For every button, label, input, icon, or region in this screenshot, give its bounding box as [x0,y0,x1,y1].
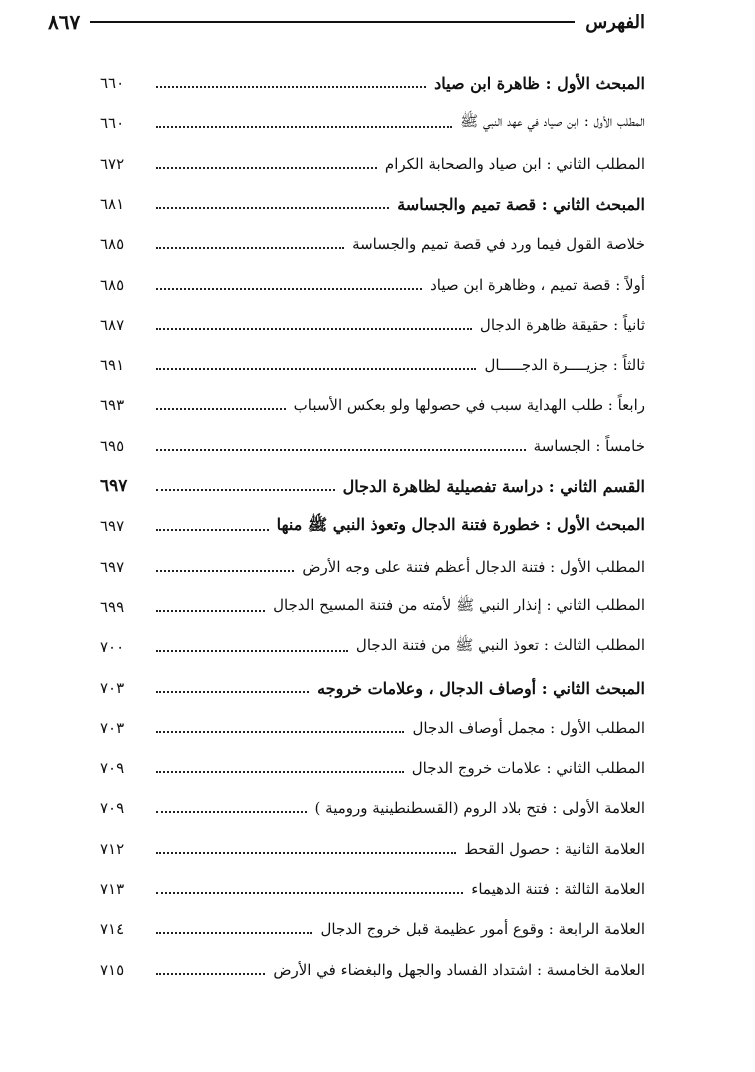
toc-entry [100,189,645,219]
toc-leader-dots [156,973,265,975]
header-page-number: ٨٦٧ [48,10,81,34]
toc-entry-page: ٦٦٠ [100,114,125,132]
toc-entry-page: ٦٩٧ [100,517,125,535]
toc-entry [100,310,645,340]
toc-entry-page: ٦٩٣ [100,396,125,414]
toc-entry-page: ٧١٤ [100,920,125,938]
toc-leader-dots [156,167,377,169]
toc-entry-title: المطلب الأول : مجمل أوصاف الدجال [412,719,645,737]
toc-entry-page: ٧٠٣ [100,679,125,697]
toc-entry-page: ٧٠٣ [100,719,125,737]
toc-leader-dots [156,86,426,88]
toc-entry [100,914,645,944]
toc-entry-title: المطلب الثاني : إنذار النبي ﷺ لأمته من فتنة المسيح الدجال [273,596,645,614]
toc-leader-dots [156,408,286,410]
toc-entry-title: ثانياً : حقيقة ظاهرة الدجال [479,316,645,334]
toc-leader-dots [156,126,452,128]
header-title: الفهرس [585,11,645,33]
toc-entry-title: المطلب الثالث : تعوذ النبي ﷺ من فتنة الدجال [355,636,645,654]
toc-entry [100,270,645,300]
toc-entry [100,552,645,582]
toc-entry-title: خامساً : الجساسة [533,437,645,455]
toc-entry [100,149,645,179]
toc-entry [100,511,645,541]
toc-entry-title: المطلب الثاني : ابن صياد والصحابة الكرام [384,155,645,173]
toc-entry-page: ٦٨١ [100,195,125,213]
toc-entry-title: المطلب الأول : فتنة الدجال أعظم فتنة على وجه الأرض [302,558,645,576]
toc-entry-title: رابعاً : طلب الهداية سبب في حصولها ولو بعكس الأسباب [293,396,645,414]
toc-entry-page: ٦٧٢ [100,155,125,173]
toc-entry-page: ٧١٢ [100,840,125,858]
toc-entry-page: ٦٨٥ [100,235,125,253]
toc-entry-page: ٦٩١ [100,356,125,374]
toc-entry [100,390,645,420]
toc-entry-title: المطلب الأول : ابن صياد في عهد النبي ﷺ [460,112,645,130]
toc-entry [100,713,645,743]
toc-entry [100,471,645,501]
toc-entry-page: ٦٩٧ [100,558,125,576]
toc-entry-title: المبحث الأول : خطورة فتنة الدجال وتعوذ النبي ﷺ منها [276,514,645,534]
toc-leader-dots [156,288,422,290]
toc-entry [100,592,645,622]
toc-entry-page: ٧١٣ [100,880,125,898]
toc-entry [100,431,645,461]
toc-entry-title: خلاصة القول فيما ورد في قصة تميم والجساسة [352,235,645,253]
toc-entry [100,108,645,138]
toc-leader-dots [156,650,348,652]
toc-entry-page: ٦٨٥ [100,276,125,294]
toc-leader-dots [156,489,335,491]
header-rule [90,21,575,23]
toc-entry-title: العلامة الثالثة : فتنة الدهيماء [471,880,645,898]
toc-entry-title: العلامة الثانية : حصول القحط [464,840,645,858]
toc-entry-page: ٦٩٥ [100,437,125,455]
toc-entry [100,793,645,823]
toc-entry [100,68,645,98]
toc-leader-dots [156,368,476,370]
toc-leader-dots [156,247,344,249]
toc-entry [100,632,645,662]
toc-entry [100,955,645,985]
toc-entry-title: القسم الثاني : دراسة تفصيلية لظاهرة الدجال [342,476,645,496]
toc-entry-title: العلامة الرابعة : وقوع أمور عظيمة قبل خروج الدجال [320,920,645,938]
toc-entry-page: ٦٩٧ [100,476,128,496]
toc-entry-page: ٦٨٧ [100,316,125,334]
toc-entry-title: المبحث الثاني : قصة تميم والجساسة [397,194,645,214]
toc-leader-dots [156,570,294,572]
toc-leader-dots [156,207,389,209]
toc-leader-dots [156,328,472,330]
toc-leader-dots [156,852,456,854]
toc-leader-dots [156,811,307,813]
toc-entry-page: ٧٠٩ [100,799,125,817]
toc-entry-page: ٦٩٩ [100,598,125,616]
toc-entry-title: المطلب الثاني : علامات خروج الدجال [411,759,645,777]
toc-leader-dots [156,529,269,531]
toc-leader-dots [156,610,265,612]
toc-entry [100,753,645,783]
toc-entry-title: العلامة الخامسة : اشتداد الفساد والجهل والبغضاء في الأرض [273,961,645,979]
page-header [48,8,645,36]
toc-entry-title: المبحث الأول : ظاهرة ابن صياد [434,73,645,93]
toc-entry-title: العلامة الأولى : فتح بلاد الروم (القسطنطينية ورومية ) [314,799,645,817]
toc-leader-dots [156,892,463,894]
toc-leader-dots [156,932,312,934]
toc-entry [100,834,645,864]
toc-leader-dots [156,731,404,733]
toc-entry-title: المبحث الثاني : أوصاف الدجال ، وعلامات خروجه [317,678,645,698]
toc-entry [100,874,645,904]
toc-entry-page: ٧٠٠ [100,638,125,656]
toc-entry-page: ٧٠٩ [100,759,125,777]
toc-entry-page: ٦٦٠ [100,74,125,92]
toc-leader-dots [156,449,526,451]
toc-entry [100,673,645,703]
toc-entry-title: ثالثاً : جزيــــرة الدجـــــال [484,356,645,374]
toc-leader-dots [156,771,404,773]
toc-entry-title: أولاً : قصة تميم ، وظاهرة ابن صياد [430,276,645,294]
toc-leader-dots [156,691,309,693]
toc-entry-page: ٧١٥ [100,961,125,979]
toc-entry [100,350,645,380]
toc-entry [100,229,645,259]
